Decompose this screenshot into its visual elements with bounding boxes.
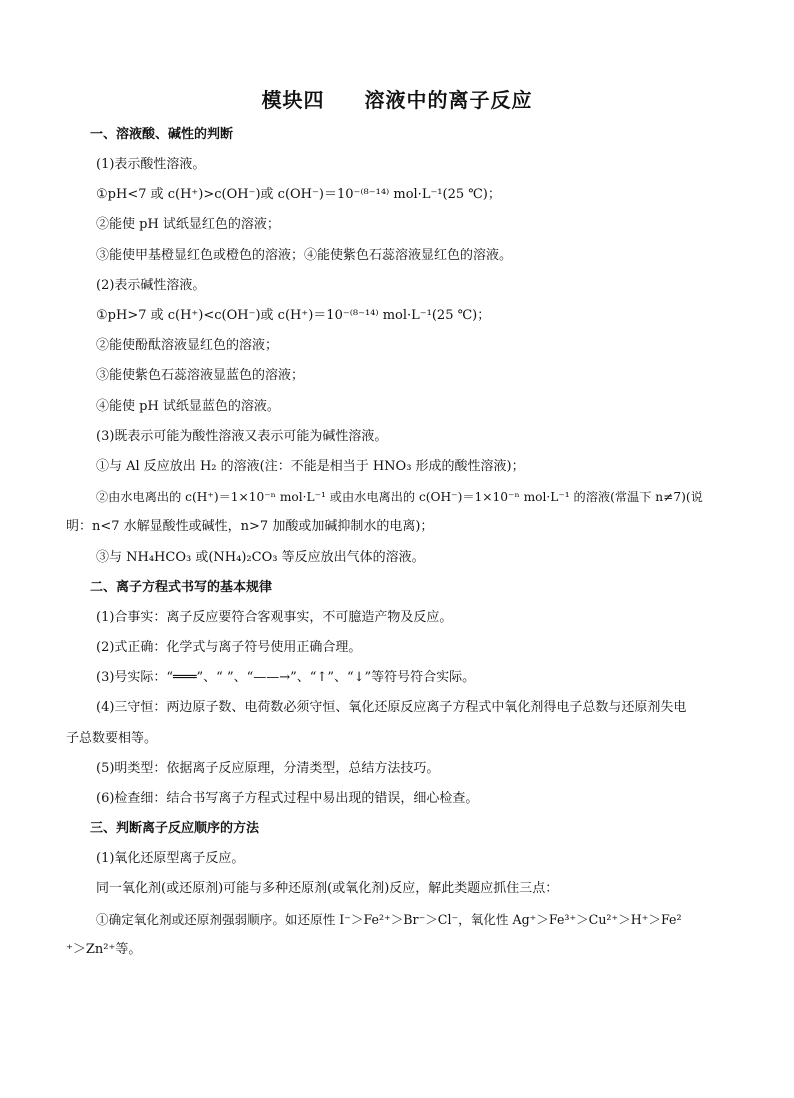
paragraph-continuation: 子总数要相等。 bbox=[66, 730, 158, 746]
paragraph: ①pH<7 或 c(H⁺)>c(OH⁻)或 c(OH⁻)＝10⁻⁽⁸⁻¹⁴⁾ mol·L⁻¹(25 ℃)； bbox=[96, 187, 501, 203]
paragraph: (3)既表示可能为酸性溶液又表示可能为碱性溶液。 bbox=[96, 428, 388, 444]
paragraph: ③能使甲基橙显红色或橙色的溶液；④能使紫色石蕊溶液显红色的溶液。 bbox=[96, 247, 513, 263]
title-module: 模块四 bbox=[261, 88, 325, 112]
paragraph: ④能使 pH 试纸显蓝色的溶液。 bbox=[96, 398, 280, 414]
document-body bbox=[66, 120, 742, 965]
paragraph: ③与 NH₄HCO₃ 或(NH₄)₂CO₃ 等反应放出气体的溶液。 bbox=[96, 549, 425, 565]
paragraph: ①与 Al 反应放出 H₂ 的溶液(注：不能是相当于 HNO₃ 形成的酸性溶液)； bbox=[96, 459, 525, 475]
paragraph: (5)明类型：依据离子反应原理，分清类型，总结方法技巧。 bbox=[96, 760, 440, 776]
paragraph: ③能使紫色石蕊溶液显蓝色的溶液； bbox=[96, 368, 305, 384]
paragraph: (2)式正确：化学式与离子符号使用正确合理。 bbox=[96, 640, 362, 656]
section-heading-2: 二、离子方程式书写的基本规律 bbox=[90, 579, 273, 595]
section-heading-1: 一、溶液酸、碱性的判断 bbox=[90, 127, 234, 142]
section-heading-3: 三、判断离子反应顺序的方法 bbox=[90, 821, 260, 837]
paragraph: 同一氧化剂(或还原剂)可能与多种还原剂(或氧化剂)反应，解此类题应抓住三点： bbox=[96, 881, 559, 897]
paragraph-continuation: 明：n<7 水解显酸性或碱性，n>7 加酸或加碱抑制水的电离)； bbox=[66, 519, 434, 535]
paragraph: ②能使酚酞溶液显红色的溶液； bbox=[96, 338, 279, 354]
paragraph: (1)表示酸性溶液。 bbox=[96, 157, 206, 172]
paragraph: ②由水电离出的 c(H⁺)＝1×10⁻ⁿ mol·L⁻¹ 或由水电离出的 c(OH⁻)＝1×10⁻ⁿ mol·L⁻¹ 的溶液(常温下 n≠7)(说 bbox=[96, 490, 703, 505]
paragraph: ①确定氧化剂或还原剂强弱顺序。如还原性 I⁻＞Fe²⁺＞Br⁻＞Cl⁻，氧化性 Ag⁺＞Fe³⁺＞Cu²⁺＞H⁺＞Fe² bbox=[96, 911, 682, 927]
paragraph: (4)三守恒：两边原子数、电荷数必须守恒、氧化还原反应离子方程式中氧化剂得电子总数与还原剂失电 bbox=[96, 700, 687, 716]
paragraph: ②能使 pH 试纸显红色的溶液； bbox=[96, 217, 280, 233]
page-title bbox=[0, 84, 794, 113]
paragraph: (1)合事实：离子反应要符合客观事实，不可臆造产物及反应。 bbox=[96, 609, 453, 625]
paragraph: (6)检查细：结合书写离子方程式过程中易出现的错误，细心检查。 bbox=[96, 791, 479, 807]
paragraph: (2)表示碱性溶液。 bbox=[96, 277, 206, 293]
paragraph-continuation: ⁺＞Zn²⁺等。 bbox=[66, 941, 142, 957]
paragraph: ①pH>7 或 c(H⁺)<c(OH⁻)或 c(H⁺)＝10⁻⁽⁸⁻¹⁴⁾ mol·L⁻¹(25 ℃)； bbox=[96, 308, 491, 324]
paragraph: (1)氧化还原型离子反应。 bbox=[96, 851, 245, 867]
title-topic: 溶液中的离子反应 bbox=[364, 88, 533, 112]
paragraph: (3)号实际：“═══”、“ ”、“——→”、“↑”、“↓”等符号符合实际。 bbox=[96, 670, 476, 686]
